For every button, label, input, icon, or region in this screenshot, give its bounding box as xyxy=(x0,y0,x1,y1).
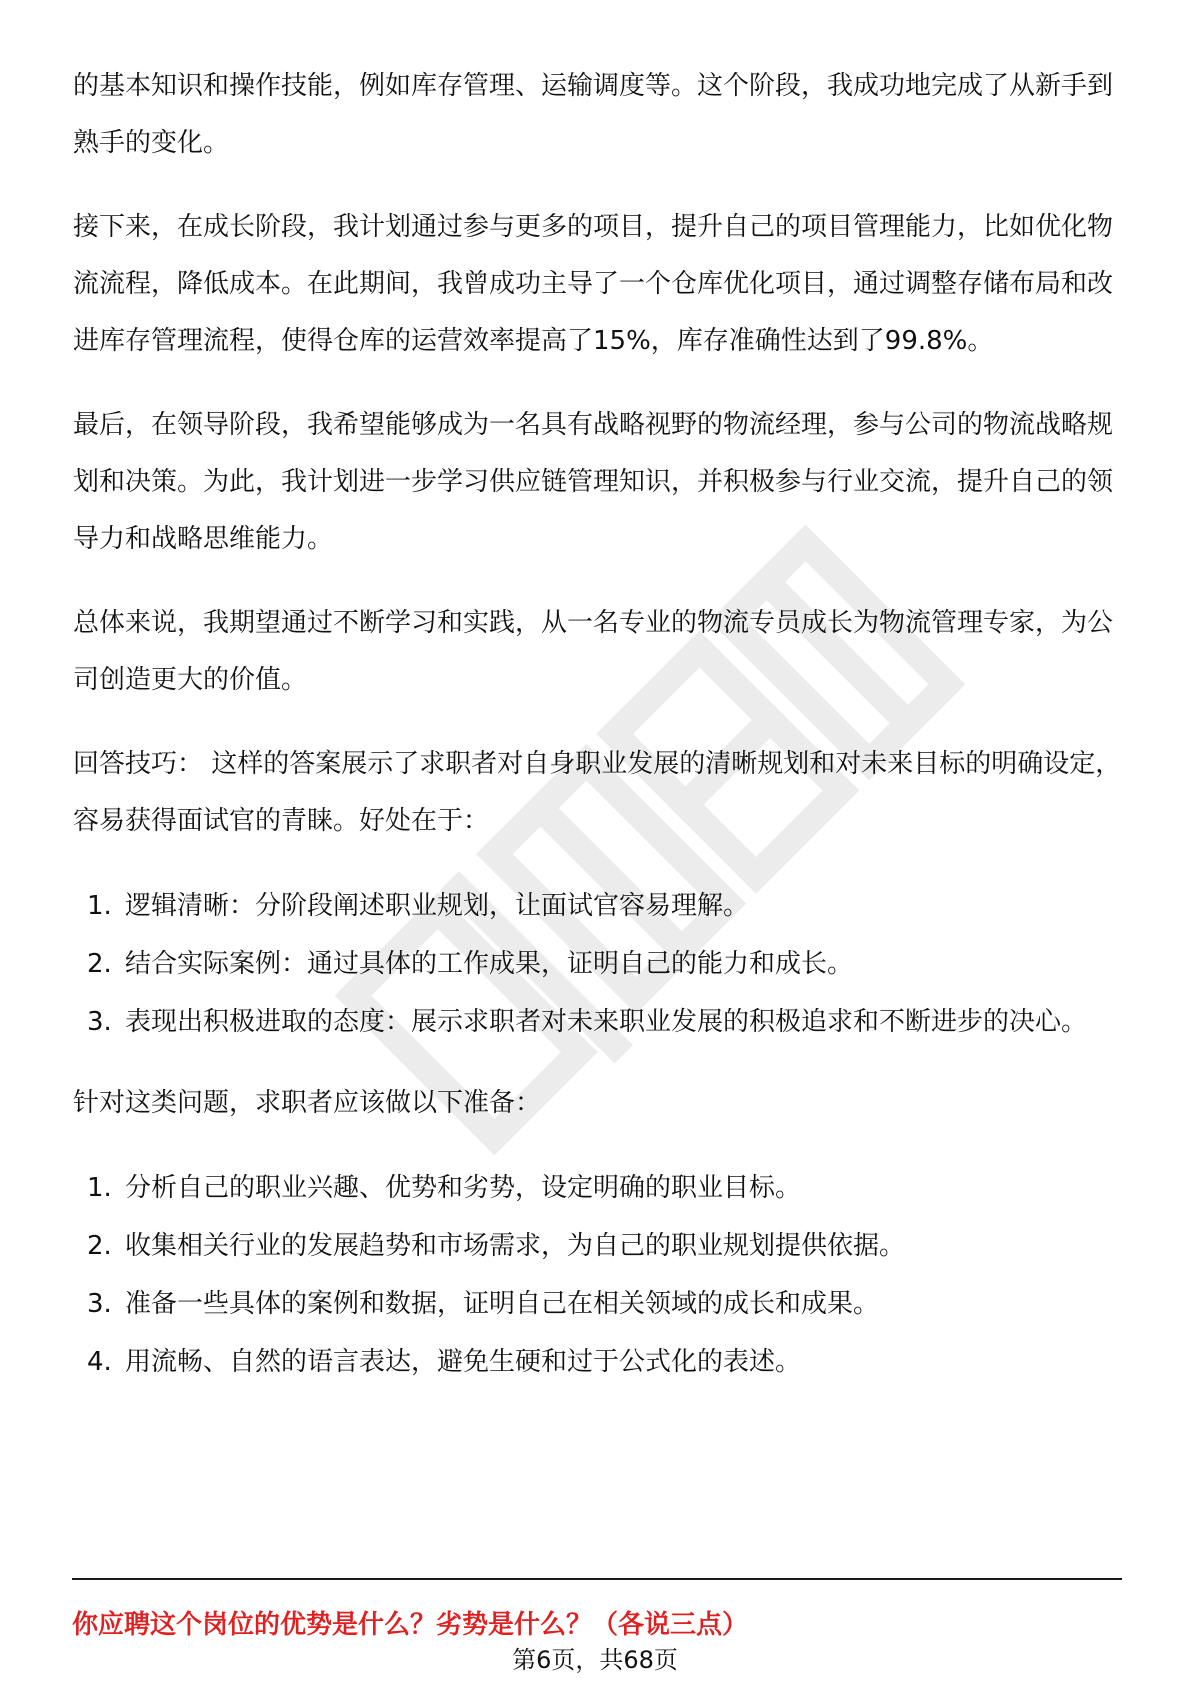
list-item-text: 表现出积极进取的态度：展示求职者对未来职业发展的积极追求和不断进步的决心。 xyxy=(125,1007,1088,1037)
list-item xyxy=(73,1159,1123,1217)
paragraph-preparation-intro: 针对这类问题，求职者应该做以下准备： xyxy=(73,1088,542,1118)
list-item xyxy=(73,1275,1123,1333)
list-number: 1. xyxy=(87,1173,112,1203)
list-number: 2. xyxy=(87,1231,112,1261)
paragraph-intro-continued: 的基本知识和操作技能，例如库存管理、运输调度等。这个阶段，我成功地完成了从新手到熟手的变化。 xyxy=(73,71,1114,158)
list-item-text: 分析自己的职业兴趣、优势和劣势，设定明确的职业目标。 xyxy=(125,1173,802,1203)
list-number: 3. xyxy=(87,1289,112,1319)
preparations-list xyxy=(73,1159,1123,1391)
paragraph-growth-stage: 接下来，在成长阶段，我计划通过参与更多的项目，提升自己的项目管理能力，比如优化物流流程，降低成本。在此期间，我曾成功主导了一个仓库优化项目，通过调整存储布局和改进库存管理流程，使得仓库的运营效率提高了15%，库存准确性达到了99.8%。 xyxy=(73,212,1114,356)
list-item xyxy=(73,993,1123,1051)
next-question-heading: 你应聘这个岗位的优势是什么？劣势是什么？（各说三点） xyxy=(72,1610,749,1640)
list-number: 2. xyxy=(87,949,112,979)
paragraph-summary: 总体来说，我期望通过不断学习和实践，从一名专业的物流专员成长为物流管理专家，为公司创造更大的价值。 xyxy=(73,608,1114,695)
list-number: 3. xyxy=(87,1007,112,1037)
page-number-footer: 第6页，共68页 xyxy=(512,1646,678,1674)
list-item-text: 用流畅、自然的语言表达，避免生硬和过于公式化的表述。 xyxy=(125,1347,802,1377)
list-item-text: 收集相关行业的发展趋势和市场需求，为自己的职业规划提供依据。 xyxy=(125,1231,906,1261)
list-item xyxy=(73,1217,1123,1275)
list-item xyxy=(73,1333,1123,1391)
section-divider xyxy=(72,1578,1122,1580)
list-item-text: 结合实际案例：通过具体的工作成果，证明自己的能力和成长。 xyxy=(125,949,854,979)
list-item xyxy=(73,935,1123,993)
paragraph-answer-tips: 回答技巧： 这样的答案展示了求职者对自身职业发展的清晰规划和对未来目标的明确设定，容易获得面试官的青睐。好处在于： xyxy=(73,749,1122,836)
benefits-list xyxy=(73,877,1123,1051)
list-item-text: 逻辑清晰：分阶段阐述职业规划，让面试官容易理解。 xyxy=(125,891,750,921)
list-number: 4. xyxy=(87,1347,112,1377)
list-item-text: 准备一些具体的案例和数据，证明自己在相关领域的成长和成果。 xyxy=(125,1289,880,1319)
paragraph-leadership-stage: 最后，在领导阶段，我希望能够成为一名具有战略视野的物流经理，参与公司的物流战略规划和决策。为此，我计划进一步学习供应链管理知识，并积极参与行业交流，提升自己的领导力和战略思维能力。 xyxy=(73,410,1114,554)
list-number: 1. xyxy=(87,891,112,921)
list-item xyxy=(73,877,1123,935)
main-content xyxy=(73,58,1123,1415)
